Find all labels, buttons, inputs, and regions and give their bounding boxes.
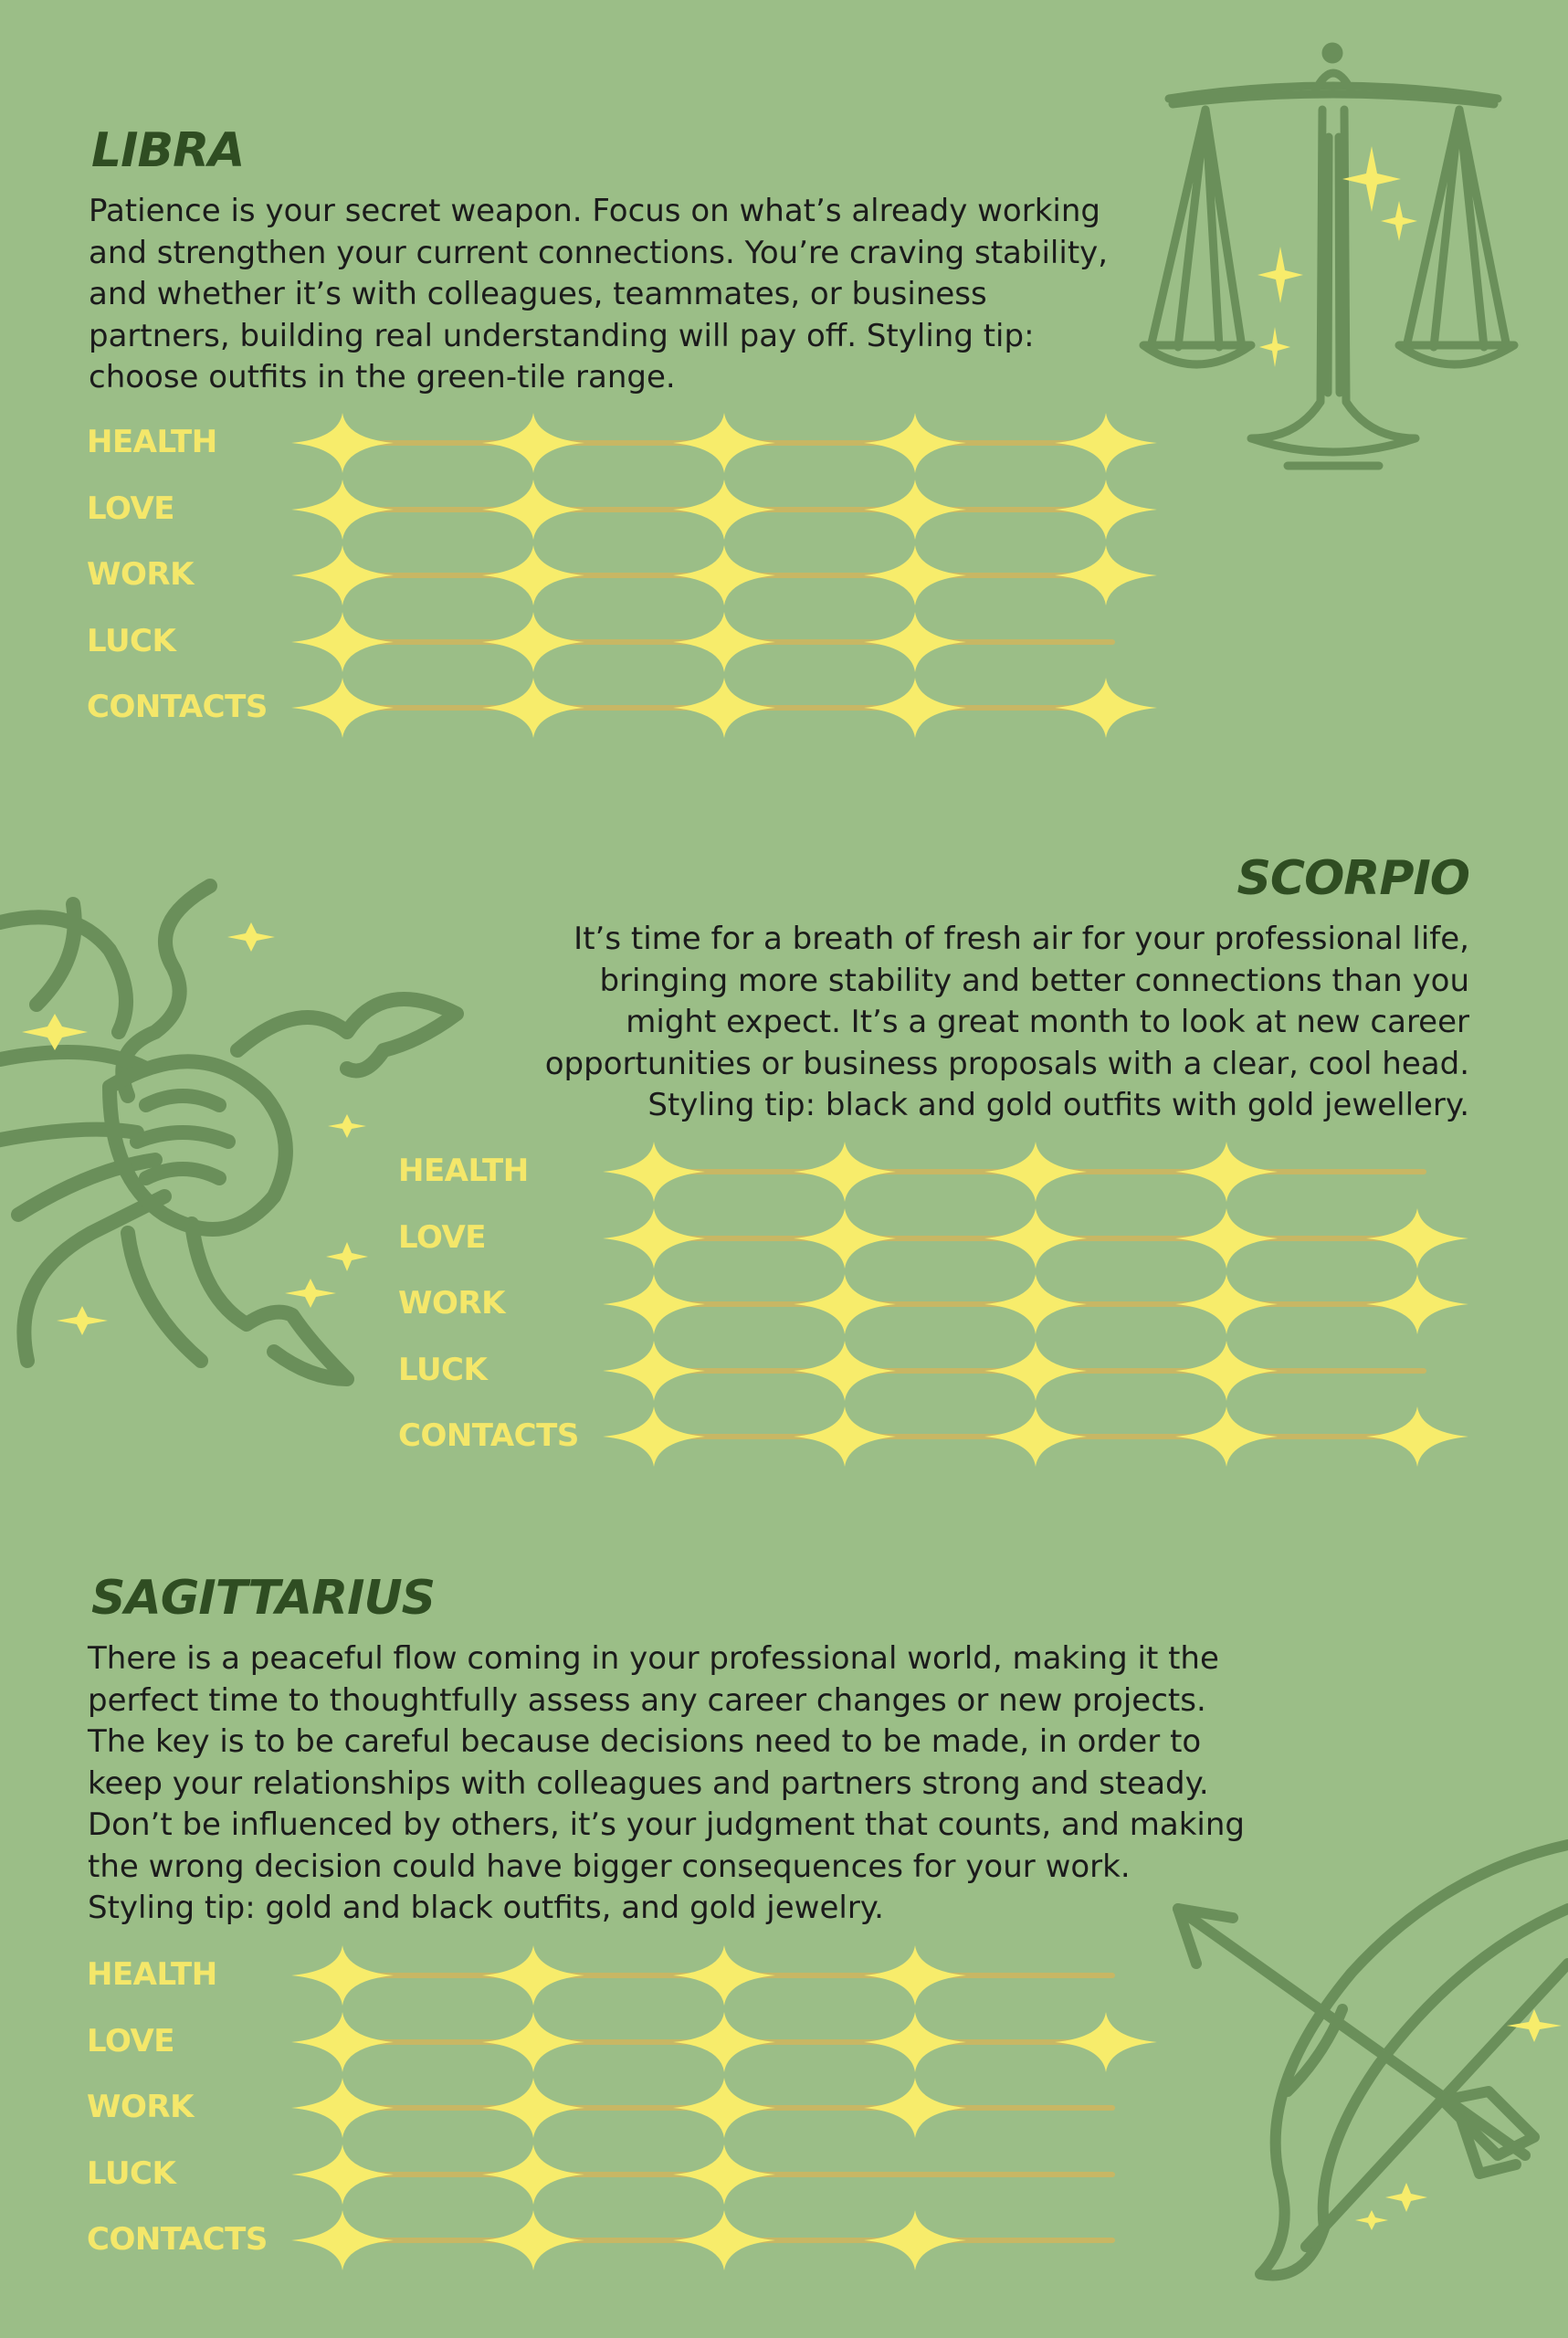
star-icon [673,1945,775,2006]
star-icon [673,2144,775,2205]
sign-title: SCORPIO [1237,851,1469,906]
description-line: Styling tip: black and gold outfits with gold jewellery. [647,1087,1469,1123]
star-icon [291,1945,394,2006]
rating-category-label: WORK [87,2089,194,2125]
star-icon [482,2078,584,2138]
star-icon [864,2012,966,2072]
rating-row-work [87,2078,1183,2133]
rating-category-label: LUCK [398,1351,488,1388]
description-line: It’s time for a breath of fresh air for your professional life, [574,921,1469,957]
star-icon [864,2078,966,2138]
rating-category-label: HEALTH [398,1153,529,1189]
star-icon [482,1945,584,2006]
description-line: the wrong decision could have bigger consequences for your work. [88,1848,1131,1885]
star-icon [482,2210,584,2270]
description-line: bringing more stability and better connections than you [599,962,1469,999]
star-icon [673,2012,775,2072]
rating-category-label: HEALTH [87,1956,217,1993]
description-line: and strengthen your current connections. You’re craving stability, [89,234,1109,271]
rating-category-label: WORK [398,1285,505,1322]
sign-title: SAGITTARIUS [91,1571,436,1626]
star-icon [482,2144,584,2205]
rating-category-label: LUCK [87,2154,176,2192]
description-line: Styling tip: gold and black outfits, and gold jewelry. [88,1890,884,1926]
description-line: perfect time to thoughtfully assess any career changes or new projects. [88,1681,1206,1719]
rating-row-health [87,1945,1183,2000]
rating-category-label: LOVE [87,2022,174,2059]
rating-category-label: CONTACTS [87,689,268,725]
description-line: The key is to be careful because decisions need to be made, in order to [88,1723,1202,1760]
ratings-list [87,1945,1183,2283]
description-line: keep your relationships with colleagues and partners strong and steady. [88,1764,1209,1802]
rating-row-contacts [87,2210,1183,2265]
star-icon [673,2078,775,2138]
description-line: Don’t be influenced by others, it’s your judgment that counts, and making [88,1806,1245,1843]
rating-category-label: LOVE [398,1218,486,1256]
description-line: Patience is your secret weapon. Focus on what’s already working [89,193,1100,229]
rating-category-label: CONTACTS [87,2221,268,2258]
sign-description [88,1638,1245,1930]
star-icon [864,1945,966,2006]
rating-row-love [87,2012,1183,2067]
description-line: There is a peaceful flow coming in your professional world, making it the [88,1640,1219,1677]
rating-category-label: WORK [87,556,194,593]
star-icon [482,2012,584,2072]
star-icon [291,2144,394,2205]
star-icon [864,2210,966,2270]
rating-category-label: LOVE [87,490,174,527]
rating-row-luck [87,2144,1183,2199]
star-icon [291,2012,394,2072]
rating-category-label: LUCK [87,622,176,659]
star-icon [291,2210,394,2270]
sign-title: LIBRA [91,123,245,178]
rating-category-label: HEALTH [87,424,217,460]
description-line: might expect. It’s a great month to look at new career [626,1004,1469,1040]
description-line: and whether it’s with colleagues, teammates, or business [89,276,987,312]
rating-category-label: CONTACTS [398,1417,579,1454]
description-line: partners, building real understanding will pay off. Styling tip: [89,317,1035,354]
description-line: choose outfits in the green-tile range. [89,359,676,395]
description-line: opportunities or business proposals with a clear, cool head. [544,1045,1469,1082]
star-icon [291,2078,394,2138]
star-icon [673,2210,775,2270]
star-icon [1055,2012,1157,2072]
